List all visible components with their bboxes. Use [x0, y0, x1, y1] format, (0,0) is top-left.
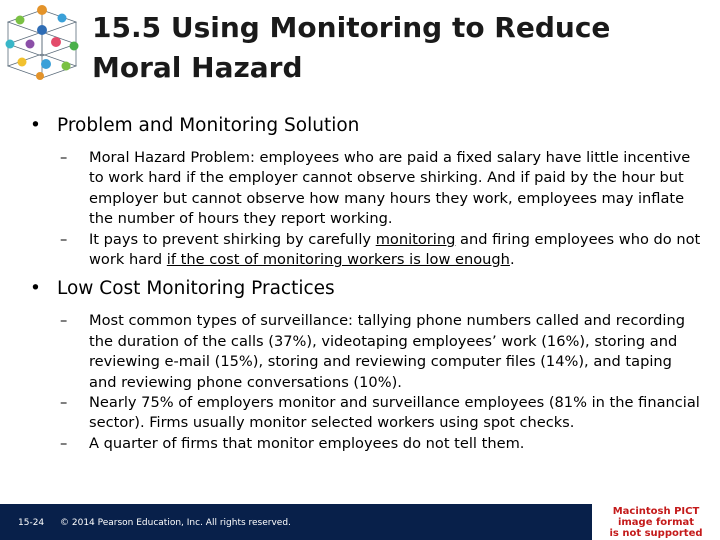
pict-notice-line: image format	[617, 517, 695, 528]
slide-title	[92, 8, 712, 88]
sub-bullets-practices	[30, 311, 702, 454]
slide-body	[30, 114, 702, 461]
footer-bar	[0, 504, 592, 540]
bullet-heading: Low Cost Monitoring Practices	[57, 278, 335, 300]
sub-bullets-problem	[30, 148, 702, 270]
dash-marker: –	[60, 230, 68, 248]
dash-marker: –	[60, 434, 68, 452]
bullet-low-cost-monitoring	[30, 277, 702, 301]
dash-marker: –	[60, 149, 68, 166]
bullet-marker: •	[30, 278, 41, 300]
sub-bullet-moral-hazard-problem	[30, 148, 702, 230]
bullet-heading: Problem and Monitoring Solution	[57, 115, 360, 136]
pict-notice-line: Macintosh PICT	[612, 506, 700, 517]
underlined-cost-condition: if the cost of monitoring workers is low enough	[166, 251, 510, 269]
sub-bullet-surveillance-types	[30, 311, 702, 393]
network-cubes-logo	[0, 0, 82, 82]
sub-bullet-text: Moral Hazard Problem: employees who are paid a fixed salary have little incentive to work hard if the employer cannot observe shirking. And if paid by the hour but employer but cannot observe how many hours they work, employees may inflate the number of hours they report working.	[89, 149, 691, 228]
copyright-notice: © 2014 Pearson Education, Inc. All rights reserved.	[60, 518, 291, 528]
sub-bullet-do-not-tell	[30, 434, 702, 454]
bullet-marker: •	[30, 115, 41, 136]
sub-bullet-text-part: and firing employees who do not work hard	[89, 230, 701, 269]
sub-bullet-text: Nearly 75% of employers monitor and surveillance employees (81% in the financial sector). Firms usually monitor selected workers using spot checks.	[89, 394, 700, 432]
dash-marker: –	[60, 312, 68, 330]
pict-unsupported-notice	[592, 504, 720, 540]
pict-notice-line: is not supported	[609, 528, 703, 539]
underlined-monitoring: monitoring	[375, 230, 456, 248]
slide-title-line-1: 15.5 Using Monitoring to Reduce	[92, 11, 611, 44]
sub-bullet-text-part: It pays to prevent shirking by carefully	[89, 230, 376, 248]
slide-number: 15-24	[18, 518, 45, 528]
sub-bullet-prevent-shirking	[30, 230, 702, 271]
sub-bullet-employer-share	[30, 393, 702, 434]
dash-marker: –	[60, 394, 68, 412]
sub-bullet-text: A quarter of firms that monitor employees do not tell them.	[89, 434, 525, 452]
bullet-problem-and-monitoring	[30, 114, 702, 138]
sub-bullet-text-part: .	[509, 251, 515, 269]
sub-bullet-text: Most common types of surveillance: tallying phone numbers called and recording the duration of the calls (37%), videotaping employees’ work (16%), storing and reviewing e-mail (15%), storing and reviewing computer files (14%), and taping and reviewing phone conversations (10%).	[89, 312, 685, 391]
slide-title-line-2: Moral Hazard	[92, 51, 303, 84]
